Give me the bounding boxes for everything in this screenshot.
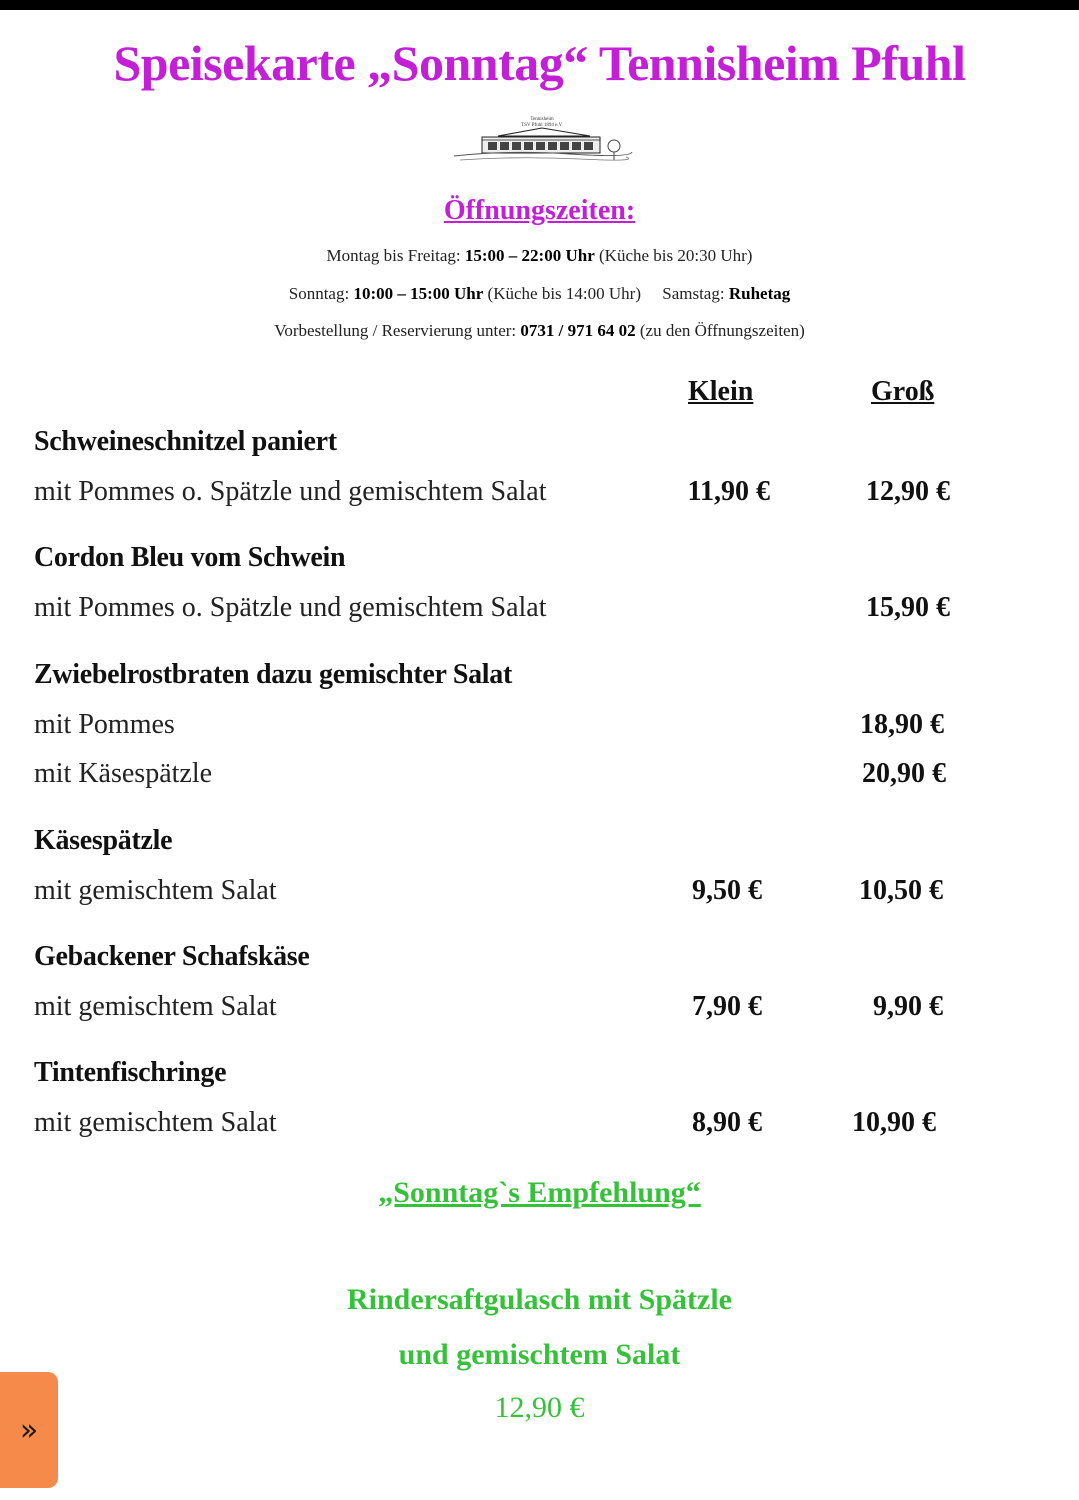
weekday-time: 15:00 – 22:00 Uhr — [464, 246, 595, 265]
saturday-label: Samstag: — [662, 284, 725, 303]
sunday-label: Sonntag: — [288, 284, 350, 303]
saturday-closed: Ruhetag — [728, 284, 791, 303]
weekday-kitchen-note: (Küche bis 20:30 Uhr) — [599, 246, 753, 265]
dish-description: mit Pommes o. Spätzle und gemischtem Salat — [34, 592, 547, 623]
weekday-hours-line — [0, 246, 1079, 266]
sunday-kitchen-note: (Küche bis 14:00 Uhr) — [487, 284, 641, 303]
column-header-small: Klein — [688, 376, 754, 407]
price-small: 7,90 € — [692, 991, 762, 1022]
weekday-label: Montag bis Freitag: — [326, 246, 461, 265]
weekend-hours-line — [0, 284, 1079, 304]
dish-name: Gebackener Schafskäse — [34, 941, 310, 972]
top-bar — [0, 0, 1079, 10]
dish-name: Cordon Bleu vom Schwein — [34, 542, 346, 573]
reservation-phone: 0731 / 971 64 02 — [520, 321, 636, 340]
recommendation-dish: Rindersaftgulasch mit Spätzle — [347, 1283, 732, 1316]
recommendation-side: und gemischtem Salat — [398, 1338, 681, 1371]
dish-description: mit Pommes o. Spätzle und gemischtem Salat — [34, 476, 547, 507]
price-small: 8,90 € — [692, 1107, 762, 1138]
sunday-time: 10:00 – 15:00 Uhr — [353, 284, 484, 303]
price-small: 9,50 € — [692, 875, 762, 906]
opening-hours-heading: Öffnungszeiten: — [443, 195, 636, 226]
price-large: 10,50 € — [859, 875, 943, 906]
reservation-line — [0, 321, 1079, 341]
price-small: 11,90 € — [687, 476, 770, 507]
dish-description: mit gemischtem Salat — [34, 1107, 277, 1138]
reservation-note: (zu den Öffnungszeiten) — [639, 321, 805, 340]
dish-name: Tintenfischringe — [34, 1057, 227, 1088]
logo-text-line-1: Tennisheim — [530, 117, 554, 122]
menu-title: Speisekarte „Sonntag“ Tennisheim Pfuhl — [113, 35, 966, 91]
dish-name: Zwiebelrostbraten dazu gemischter Salat — [34, 659, 512, 690]
price-large: 10,90 € — [852, 1107, 936, 1138]
dish-description: mit Pommes — [34, 709, 175, 740]
double-chevron-right-icon: » — [19, 1412, 39, 1448]
dish-name: Käsespätzle — [34, 825, 173, 856]
price-large: 12,90 € — [866, 476, 950, 507]
side-expand-tab[interactable] — [0, 1372, 58, 1488]
dish-description: mit gemischtem Salat — [34, 991, 277, 1022]
price-large: 15,90 € — [866, 592, 950, 623]
recommendation-price: 12,90 € — [494, 1391, 585, 1424]
dish-description: mit gemischtem Salat — [34, 875, 277, 906]
reservation-label: Vorbestellung / Reservierung unter: — [274, 321, 517, 340]
price-large: 9,90 € — [873, 991, 943, 1022]
dish-name: Schweineschnitzel paniert — [34, 426, 337, 457]
logo-text-line-2: TSV Pfuhl 1894 e.V. — [521, 123, 563, 128]
dish-description: mit Käsespätzle — [34, 758, 213, 789]
column-header-large: Groß — [871, 376, 935, 407]
price-large: 18,90 € — [860, 709, 944, 740]
recommendation-heading: „Sonntag`s Empfehlung“ — [378, 1176, 701, 1209]
price-large: 20,90 € — [862, 758, 946, 789]
clubhouse-logo-icon — [450, 112, 636, 174]
